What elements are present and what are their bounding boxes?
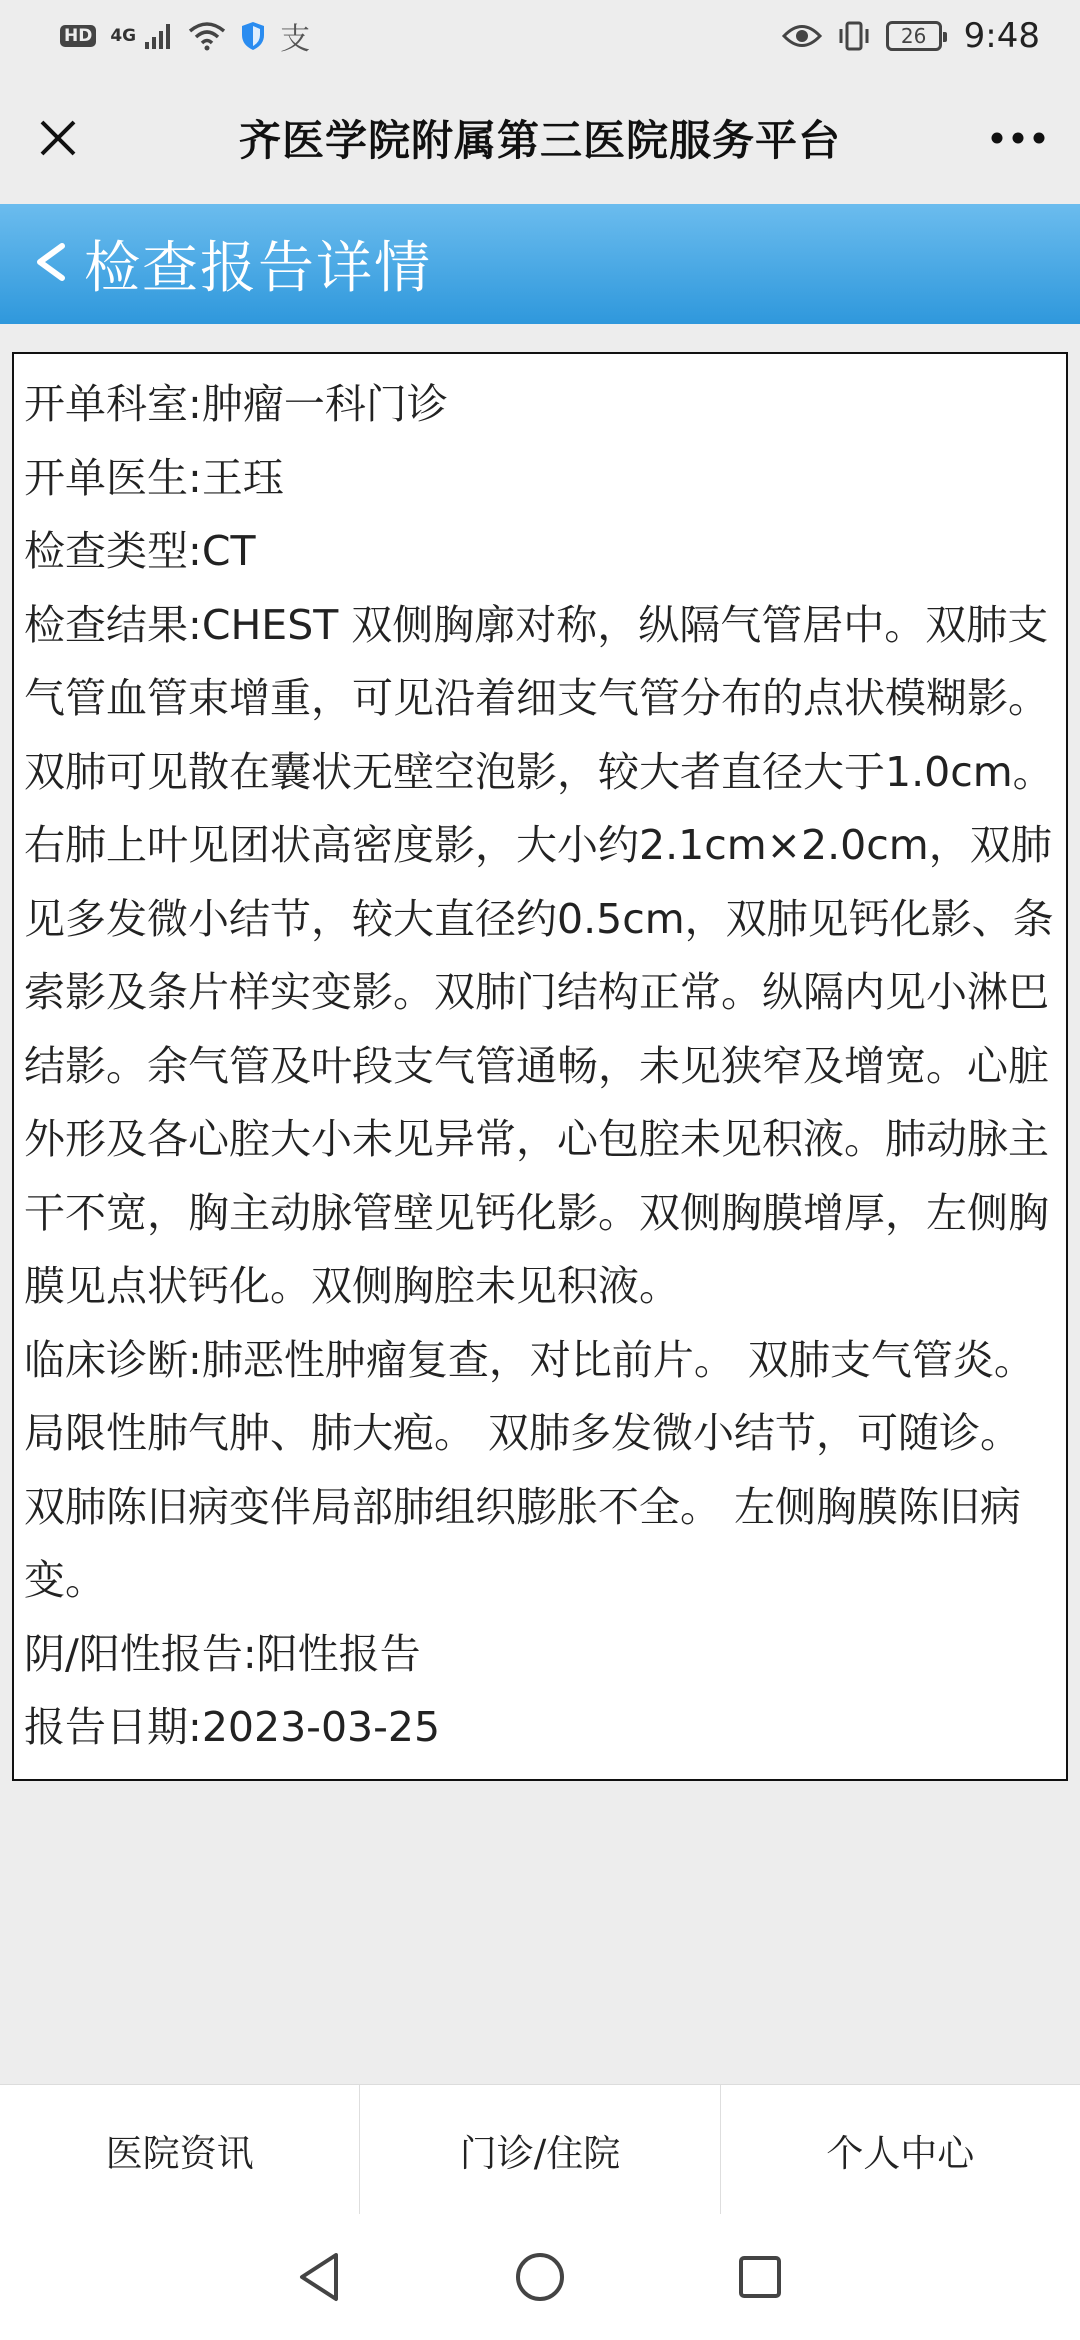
polarity-field xyxy=(24,1618,1056,1692)
department-label: 开单科室: xyxy=(24,380,202,428)
more-icon xyxy=(990,131,1046,145)
home-circle-icon xyxy=(514,2251,566,2303)
polarity-label: 阴/阳性报告: xyxy=(24,1629,257,1678)
status-left xyxy=(60,14,310,58)
doctor-value: 王珏 xyxy=(201,453,284,502)
hd-icon: HD xyxy=(60,25,96,47)
signal-icon xyxy=(144,22,174,50)
diagnosis-label: 临床诊断: xyxy=(24,1335,202,1384)
department-field xyxy=(24,368,1056,442)
battery-icon: 26 xyxy=(886,21,942,51)
department-value: 肿瘤一科门诊 xyxy=(201,380,448,428)
close-button[interactable] xyxy=(26,106,90,170)
nav-item-personal-center[interactable]: 个人中心 xyxy=(826,2131,975,2175)
back-triangle-icon xyxy=(296,2251,344,2303)
recents-square-icon xyxy=(736,2253,784,2301)
status-right xyxy=(782,16,1040,56)
system-recents-button[interactable] xyxy=(650,2227,870,2327)
exam-type-label: 检查类型: xyxy=(24,527,202,575)
result-field xyxy=(24,589,1056,1324)
network-type-label: 4G xyxy=(110,26,137,46)
app-title: 齐医学院附属第三医院服务平台 xyxy=(238,116,841,165)
content-area xyxy=(0,324,1080,2084)
diagnosis-value: 肺恶性肿瘤复查，对比前片。 双肺支气管炎。 局限性肺气肿、肺大疱。 双肺多发微小结节，可随诊。 双肺陈旧病变伴局部肺组织膨胀不全。 左侧胸膜陈旧病变。 xyxy=(24,1335,1035,1604)
report-date-label: 报告日期: xyxy=(24,1703,202,1751)
vibrate-icon xyxy=(836,20,872,52)
exam-type-value: CT xyxy=(201,527,256,575)
nav-item-hospital-news[interactable]: 医院资讯 xyxy=(0,2085,360,2214)
report-date-field xyxy=(24,1691,1056,1765)
mini-program-title-bar xyxy=(0,72,1080,204)
polarity-value: 阳性报告 xyxy=(256,1629,421,1678)
doctor-label: 开单医生: xyxy=(24,453,202,502)
alipay-icon: 支 xyxy=(280,22,311,57)
page-title: 检查报告详情 xyxy=(84,236,432,301)
clock-time: 9:48 xyxy=(963,16,1040,56)
exam-type-field xyxy=(24,515,1056,589)
doctor-field xyxy=(24,442,1056,516)
back-chevron-icon xyxy=(30,238,70,290)
report-details-card xyxy=(12,352,1068,1781)
back-header-button[interactable] xyxy=(0,204,1080,324)
diagnosis-field xyxy=(24,1324,1056,1618)
system-home-button[interactable] xyxy=(430,2227,650,2327)
eye-icon xyxy=(782,23,822,49)
bottom-nav xyxy=(0,2084,1080,2214)
shield-icon xyxy=(240,21,266,51)
result-value: CHEST 双侧胸廓对称，纵隔气管居中。双肺支气管血管束增重，可见沿着细支气管分布的点状模糊影。双肺可见散在囊状无壁空泡影，较大者直径大于1.0cm。右肺上叶见团状高密度影，大小约2.1cm×2.0cm，双肺见多发微小结节，较大直径约0.5cm，双肺见钙化影、条索影及条片样实变影。双肺门结构正常。纵隔内见小淋巴结影。余气管及叶段支气管通畅，未见狭窄及增宽。心脏外形及各心腔大小未见异常，心包腔未见积液。肺动脉主干不宽，胸主动脉管壁见钙化影。双侧胸膜增厚，左侧胸膜见点状钙化。双侧胸腔未见积液。 xyxy=(24,600,1054,1310)
nav-item-outpatient-inpatient[interactable]: 门诊/住院 xyxy=(360,2085,720,2214)
close-icon xyxy=(36,116,80,160)
wifi-icon xyxy=(188,21,226,51)
system-navigation-bar xyxy=(0,2214,1080,2340)
more-options-button[interactable] xyxy=(982,106,1054,170)
result-label: 检查结果: xyxy=(24,600,202,649)
report-date-value: 2023-03-25 xyxy=(201,1703,441,1751)
system-back-button[interactable] xyxy=(210,2227,430,2327)
status-bar xyxy=(0,0,1080,72)
